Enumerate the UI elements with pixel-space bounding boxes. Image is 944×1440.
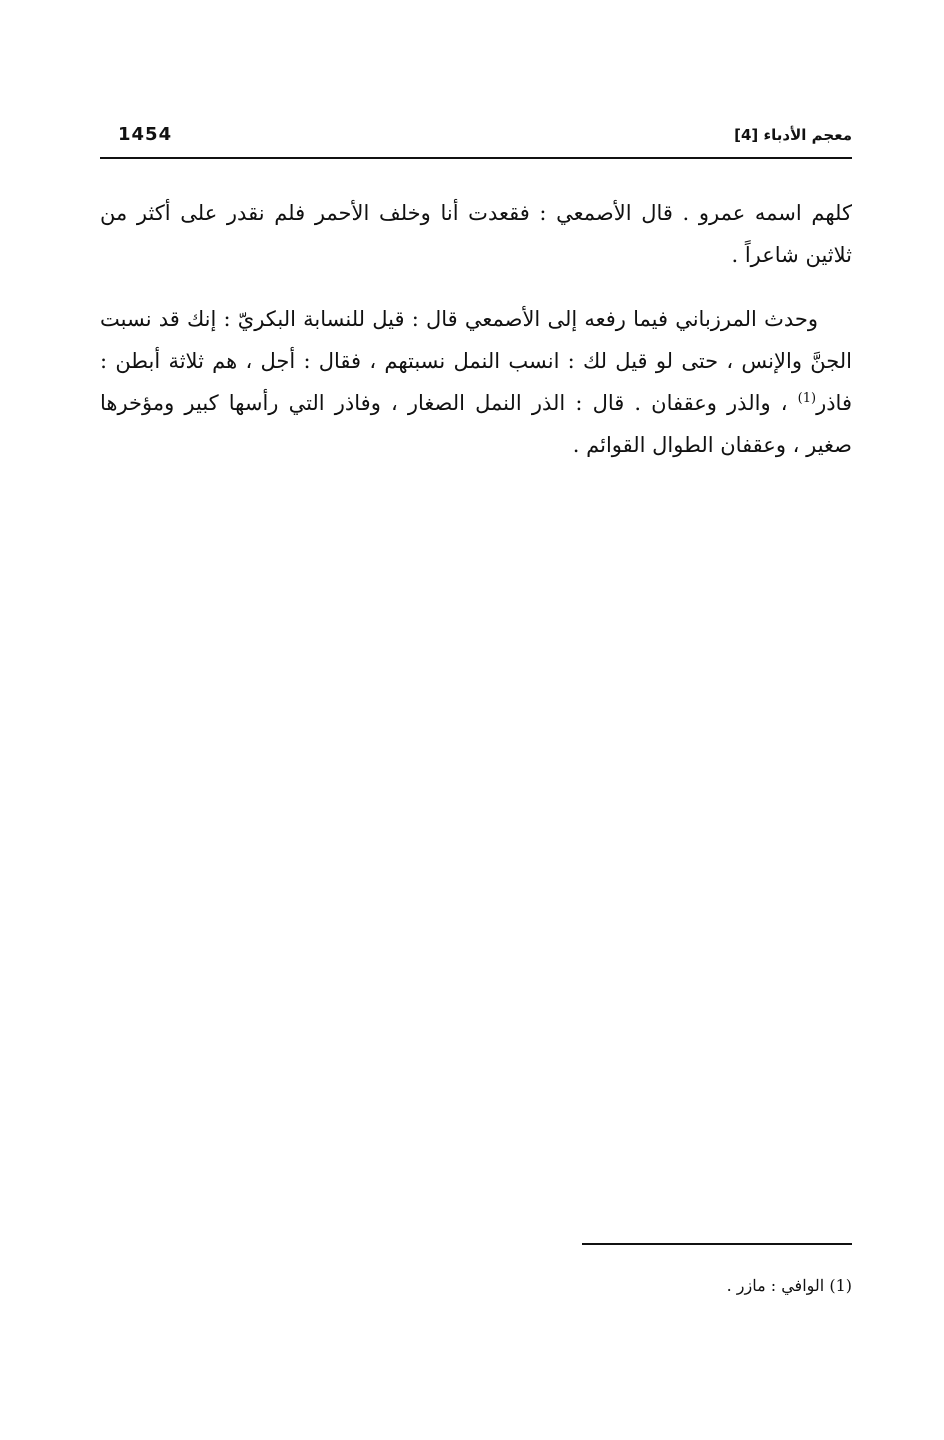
- page-header: [100, 120, 852, 154]
- footnote: (1) الوافي : مازر .: [726, 1276, 852, 1295]
- paragraph-text: ، والذر وعقفان . قال : الذر النمل الصغار ، وفاذر التي رأسها كبير ومؤخرها صغير ، وعقفان الطوال القوائم .: [100, 391, 852, 457]
- paragraph: [100, 192, 852, 276]
- header-divider: [100, 157, 852, 159]
- footnote-divider: [582, 1243, 852, 1245]
- running-title: معجم الأدباء [4]: [734, 126, 852, 144]
- paragraph-text: وحدث المرزباني فيما رفعه إلى الأصمعي قال : قيل للنسابة البكريّ : إنك قد نسبت الجنَّ والإنس ، حتى لو قيل لك : انسب النمل نسبتهم ، فقال : أجل ، هم ثلاثة أبطن : فاذر: [100, 307, 852, 415]
- paragraph: [100, 298, 852, 466]
- footnote-reference: (1): [797, 391, 817, 406]
- main-text: [100, 192, 852, 488]
- paragraph-text: كلهم اسمه عمرو . قال الأصمعي : فقعدت أنا وخلف الأحمر فلم نقدر على أكثر من ثلاثين شاعراً .: [100, 201, 852, 267]
- page-number: 1454: [118, 124, 173, 145]
